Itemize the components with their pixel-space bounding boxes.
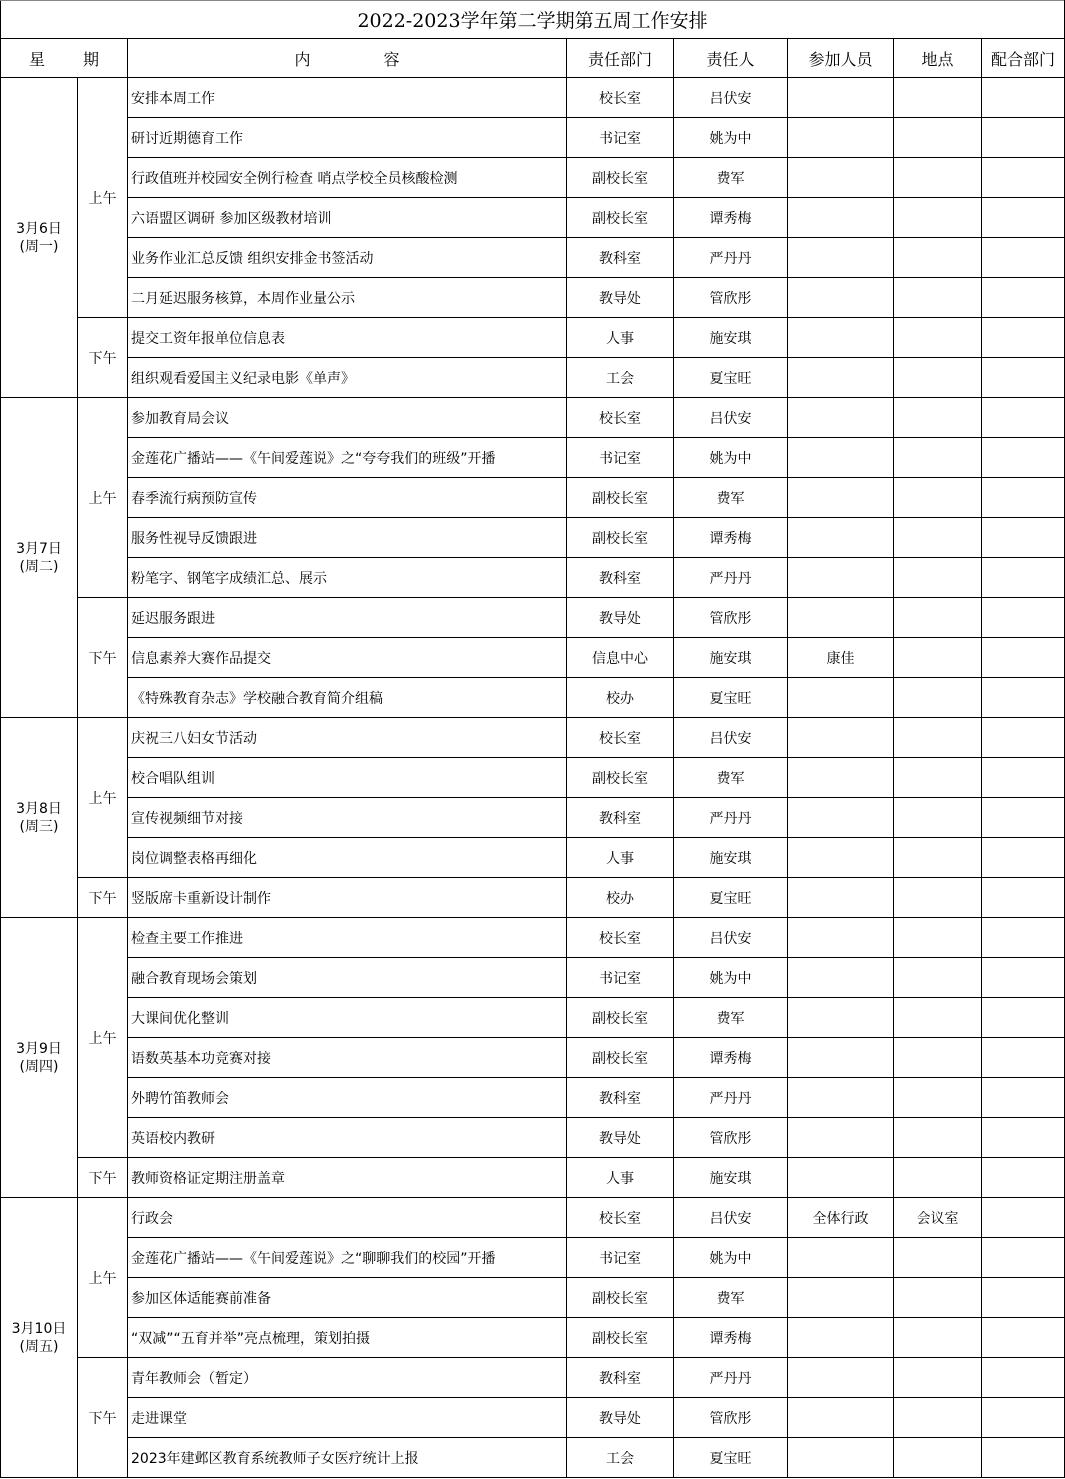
cooperating-cell (982, 398, 1065, 438)
cooperating-cell (982, 1198, 1065, 1238)
participants-cell (788, 438, 894, 478)
person-cell: 施安琪 (674, 838, 788, 878)
department-cell: 副校长室 (567, 518, 674, 558)
participants-cell (788, 1318, 894, 1358)
person-cell: 费军 (674, 1278, 788, 1318)
location-cell (894, 958, 982, 998)
participants-cell (788, 558, 894, 598)
department-cell: 教导处 (567, 1398, 674, 1438)
day-date: 3月10日 (11, 1320, 67, 1337)
cooperating-cell (982, 1038, 1065, 1078)
department-cell: 副校长室 (567, 1318, 674, 1358)
cooperating-cell (982, 558, 1065, 598)
participants-cell (788, 518, 894, 558)
participants-cell (788, 1438, 894, 1478)
department-cell: 书记室 (567, 958, 674, 998)
header-weekday-char-2: 期 (82, 49, 99, 69)
task-content-cell: 青年教师会（暂定） (128, 1358, 567, 1398)
department-cell: 校长室 (567, 918, 674, 958)
participants-cell (788, 198, 894, 238)
table-row (1, 838, 1065, 878)
table-row (1, 398, 1065, 438)
table-row (1, 1358, 1065, 1398)
cooperating-cell (982, 998, 1065, 1038)
header-content-char-1: 内 (294, 49, 311, 69)
table-row (1, 1038, 1065, 1078)
location-cell: 会议室 (894, 1198, 982, 1238)
person-cell: 谭秀梅 (674, 1318, 788, 1358)
table-row (1, 558, 1065, 598)
location-cell (894, 438, 982, 478)
location-cell (894, 1278, 982, 1318)
table-row (1, 198, 1065, 238)
participants-cell (788, 118, 894, 158)
participants-cell (788, 1238, 894, 1278)
task-content-cell: 研讨近期德育工作 (128, 118, 567, 158)
department-cell: 校办 (567, 678, 674, 718)
person-cell: 费军 (674, 758, 788, 798)
cooperating-cell (982, 1158, 1065, 1198)
cooperating-cell (982, 638, 1065, 678)
person-cell: 吕伏安 (674, 718, 788, 758)
period-cell: 上午 (78, 78, 128, 318)
cooperating-cell (982, 318, 1065, 358)
period-cell: 下午 (78, 1358, 128, 1478)
cooperating-cell (982, 758, 1065, 798)
participants-cell (788, 998, 894, 1038)
participants-cell (788, 1078, 894, 1118)
day-date: 3月9日 (16, 1040, 62, 1057)
task-content-cell: 参加教育局会议 (128, 398, 567, 438)
person-cell: 费军 (674, 158, 788, 198)
table-row (1, 518, 1065, 558)
location-cell (894, 1438, 982, 1478)
header-content-char-2: 容 (383, 49, 400, 69)
task-content-cell: 金莲花广播站——《午间爱莲说》之“夸夸我们的班级”开播 (128, 438, 567, 478)
person-cell: 吕伏安 (674, 78, 788, 118)
cooperating-cell (982, 838, 1065, 878)
header-cooperating: 配合部门 (982, 39, 1065, 78)
person-cell: 夏宝旺 (674, 878, 788, 918)
cooperating-cell (982, 1398, 1065, 1438)
table-row (1, 998, 1065, 1038)
person-cell: 吕伏安 (674, 398, 788, 438)
cooperating-cell (982, 118, 1065, 158)
department-cell: 教科室 (567, 1358, 674, 1398)
task-content-cell: 金莲花广播站——《午间爱莲说》之“聊聊我们的校园”开播 (128, 1238, 567, 1278)
cooperating-cell (982, 198, 1065, 238)
person-cell: 费军 (674, 998, 788, 1038)
department-cell: 教科室 (567, 558, 674, 598)
location-cell (894, 398, 982, 438)
task-content-cell: 2023年建邺区教育系统教师子女医疗统计上报 (128, 1438, 567, 1478)
person-cell: 谭秀梅 (674, 518, 788, 558)
person-cell: 严丹丹 (674, 558, 788, 598)
department-cell: 工会 (567, 358, 674, 398)
cooperating-cell (982, 918, 1065, 958)
header-participants: 参加人员 (788, 39, 894, 78)
cooperating-cell (982, 278, 1065, 318)
task-content-cell: 服务性视导反馈跟进 (128, 518, 567, 558)
task-content-cell: 外聘竹笛教师会 (128, 1078, 567, 1118)
participants-cell (788, 158, 894, 198)
participants-cell: 康佳 (788, 638, 894, 678)
participants-cell (788, 398, 894, 438)
day-cell (1, 918, 78, 1198)
header-person: 责任人 (674, 39, 788, 78)
period-cell: 下午 (78, 318, 128, 398)
task-content-cell: 参加区体适能赛前准备 (128, 1278, 567, 1318)
task-content-cell: 走进课堂 (128, 1398, 567, 1438)
location-cell (894, 1118, 982, 1158)
location-cell (894, 998, 982, 1038)
period-cell: 上午 (78, 1198, 128, 1358)
task-content-cell: 提交工资年报单位信息表 (128, 318, 567, 358)
cooperating-cell (982, 1278, 1065, 1318)
table-row (1, 1278, 1065, 1318)
page-title: 2022-2023学年第二学期第五周工作安排 (1, 1, 1065, 39)
task-content-cell: 庆祝三八妇女节活动 (128, 718, 567, 758)
day-cell (1, 398, 78, 718)
table-row (1, 638, 1065, 678)
table-row (1, 1118, 1065, 1158)
participants-cell (788, 1038, 894, 1078)
table-row (1, 318, 1065, 358)
task-content-cell: 组织观看爱国主义纪录电影《单声》 (128, 358, 567, 398)
person-cell: 夏宝旺 (674, 678, 788, 718)
table-row (1, 878, 1065, 918)
person-cell: 管欣彤 (674, 1398, 788, 1438)
participants-cell (788, 1278, 894, 1318)
header-department: 责任部门 (567, 39, 674, 78)
table-row (1, 598, 1065, 638)
task-content-cell: 检查主要工作推进 (128, 918, 567, 958)
department-cell: 人事 (567, 318, 674, 358)
day-weekday: (周五) (19, 1338, 59, 1355)
task-content-cell: 行政会 (128, 1198, 567, 1238)
department-cell: 副校长室 (567, 998, 674, 1038)
cooperating-cell (982, 478, 1065, 518)
cooperating-cell (982, 678, 1065, 718)
department-cell: 副校长室 (567, 1038, 674, 1078)
location-cell (894, 358, 982, 398)
day-cell (1, 718, 78, 918)
person-cell: 夏宝旺 (674, 358, 788, 398)
participants-cell (788, 1158, 894, 1198)
cooperating-cell (982, 78, 1065, 118)
department-cell: 书记室 (567, 118, 674, 158)
table-row (1, 678, 1065, 718)
day-date: 3月6日 (16, 220, 62, 237)
location-cell (894, 1158, 982, 1198)
period-cell: 上午 (78, 398, 128, 598)
cooperating-cell (982, 718, 1065, 758)
person-cell: 费军 (674, 478, 788, 518)
header-location: 地点 (894, 39, 982, 78)
department-cell: 副校长室 (567, 478, 674, 518)
person-cell: 夏宝旺 (674, 1438, 788, 1478)
participants-cell (788, 598, 894, 638)
department-cell: 校长室 (567, 78, 674, 118)
task-content-cell: 校合唱队组训 (128, 758, 567, 798)
person-cell: 吕伏安 (674, 918, 788, 958)
period-cell: 下午 (78, 1158, 128, 1198)
table-row (1, 798, 1065, 838)
location-cell (894, 118, 982, 158)
task-content-cell: 行政值班并校园安全例行检查 哨点学校全员核酸检测 (128, 158, 567, 198)
location-cell (894, 878, 982, 918)
table-row (1, 438, 1065, 478)
day-weekday: (周四) (19, 1058, 59, 1075)
department-cell: 副校长室 (567, 1278, 674, 1318)
table-row (1, 1238, 1065, 1278)
person-cell: 管欣彤 (674, 1118, 788, 1158)
day-weekday: (周一) (19, 238, 59, 255)
day-date: 3月7日 (16, 540, 62, 557)
location-cell (894, 278, 982, 318)
task-content-cell: 粉笔字、钢笔字成绩汇总、展示 (128, 558, 567, 598)
table-row (1, 718, 1065, 758)
person-cell: 谭秀梅 (674, 1038, 788, 1078)
location-cell (894, 1358, 982, 1398)
table-row (1, 1398, 1065, 1438)
person-cell: 严丹丹 (674, 1078, 788, 1118)
cooperating-cell (982, 798, 1065, 838)
person-cell: 谭秀梅 (674, 198, 788, 238)
department-cell: 书记室 (567, 438, 674, 478)
cooperating-cell (982, 1078, 1065, 1118)
table-row (1, 1318, 1065, 1358)
person-cell: 严丹丹 (674, 1358, 788, 1398)
location-cell (894, 1078, 982, 1118)
participants-cell (788, 238, 894, 278)
participants-cell (788, 478, 894, 518)
participants-cell (788, 798, 894, 838)
task-content-cell: 信息素养大赛作品提交 (128, 638, 567, 678)
location-cell (894, 758, 982, 798)
period-cell: 上午 (78, 718, 128, 878)
person-cell: 姚为中 (674, 958, 788, 998)
location-cell (894, 1238, 982, 1278)
cooperating-cell (982, 438, 1065, 478)
location-cell (894, 678, 982, 718)
task-content-cell: 教师资格证定期注册盖章 (128, 1158, 567, 1198)
day-cell (1, 1198, 78, 1478)
cooperating-cell (982, 878, 1065, 918)
task-content-cell: 竖版席卡重新设计制作 (128, 878, 567, 918)
header-weekday (1, 39, 128, 78)
department-cell: 副校长室 (567, 158, 674, 198)
department-cell: 教导处 (567, 278, 674, 318)
header-row (1, 39, 1065, 78)
participants-cell (788, 1398, 894, 1438)
participants-cell: 全体行政 (788, 1198, 894, 1238)
person-cell: 姚为中 (674, 1238, 788, 1278)
department-cell: 副校长室 (567, 198, 674, 238)
task-content-cell: 宣传视频细节对接 (128, 798, 567, 838)
task-content-cell: 大课间优化整训 (128, 998, 567, 1038)
participants-cell (788, 678, 894, 718)
cooperating-cell (982, 598, 1065, 638)
cooperating-cell (982, 1318, 1065, 1358)
participants-cell (788, 838, 894, 878)
participants-cell (788, 878, 894, 918)
location-cell (894, 518, 982, 558)
cooperating-cell (982, 958, 1065, 998)
table-row (1, 1078, 1065, 1118)
location-cell (894, 918, 982, 958)
task-content-cell: 《特殊教育杂志》学校融合教育简介组稿 (128, 678, 567, 718)
cooperating-cell (982, 238, 1065, 278)
participants-cell (788, 918, 894, 958)
day-weekday: (周三) (19, 818, 59, 835)
location-cell (894, 78, 982, 118)
person-cell: 严丹丹 (674, 238, 788, 278)
person-cell: 管欣彤 (674, 598, 788, 638)
location-cell (894, 798, 982, 838)
table-row (1, 358, 1065, 398)
person-cell: 施安琪 (674, 1158, 788, 1198)
department-cell: 教导处 (567, 1118, 674, 1158)
task-content-cell: 英语校内教研 (128, 1118, 567, 1158)
task-content-cell: 六语盟区调研 参加区级教材培训 (128, 198, 567, 238)
participants-cell (788, 758, 894, 798)
participants-cell (788, 358, 894, 398)
person-cell: 姚为中 (674, 118, 788, 158)
task-content-cell: 二月延迟服务核算，本周作业量公示 (128, 278, 567, 318)
person-cell: 吕伏安 (674, 1198, 788, 1238)
task-content-cell: 春季流行病预防宣传 (128, 478, 567, 518)
department-cell: 人事 (567, 838, 674, 878)
cooperating-cell (982, 1118, 1065, 1158)
department-cell: 副校长室 (567, 758, 674, 798)
person-cell: 管欣彤 (674, 278, 788, 318)
department-cell: 校办 (567, 878, 674, 918)
day-cell (1, 78, 78, 398)
task-content-cell: “双减”“五育并举”亮点梳理，策划拍摄 (128, 1318, 567, 1358)
location-cell (894, 598, 982, 638)
department-cell: 教科室 (567, 798, 674, 838)
department-cell: 信息中心 (567, 638, 674, 678)
table-row (1, 238, 1065, 278)
day-weekday: (周二) (19, 558, 59, 575)
period-cell: 下午 (78, 878, 128, 918)
table-row (1, 758, 1065, 798)
period-cell: 上午 (78, 918, 128, 1158)
table-row (1, 278, 1065, 318)
location-cell (894, 838, 982, 878)
cooperating-cell (982, 158, 1065, 198)
location-cell (894, 238, 982, 278)
table-row (1, 1438, 1065, 1478)
location-cell (894, 478, 982, 518)
location-cell (894, 318, 982, 358)
task-content-cell: 语数英基本功竞赛对接 (128, 1038, 567, 1078)
cooperating-cell (982, 1238, 1065, 1278)
location-cell (894, 198, 982, 238)
task-content-cell: 安排本周工作 (128, 78, 567, 118)
table-row (1, 958, 1065, 998)
department-cell: 校长室 (567, 398, 674, 438)
participants-cell (788, 318, 894, 358)
department-cell: 教科室 (567, 238, 674, 278)
location-cell (894, 1038, 982, 1078)
task-content-cell: 业务作业汇总反馈 组织安排金书签活动 (128, 238, 567, 278)
cooperating-cell (982, 518, 1065, 558)
participants-cell (788, 718, 894, 758)
cooperating-cell (982, 1358, 1065, 1398)
table-row (1, 158, 1065, 198)
table-row (1, 1198, 1065, 1238)
task-content-cell: 延迟服务跟进 (128, 598, 567, 638)
task-content-cell: 岗位调整表格再细化 (128, 838, 567, 878)
department-cell: 教导处 (567, 598, 674, 638)
participants-cell (788, 78, 894, 118)
task-content-cell: 融合教育现场会策划 (128, 958, 567, 998)
participants-cell (788, 1118, 894, 1158)
table-row (1, 118, 1065, 158)
department-cell: 校长室 (567, 718, 674, 758)
period-cell: 下午 (78, 598, 128, 718)
department-cell: 教科室 (567, 1078, 674, 1118)
participants-cell (788, 278, 894, 318)
participants-cell (788, 958, 894, 998)
table-row (1, 78, 1065, 118)
location-cell (894, 558, 982, 598)
person-cell: 施安琪 (674, 638, 788, 678)
day-date: 3月8日 (16, 800, 62, 817)
header-weekday-char-1: 星 (29, 49, 46, 69)
cooperating-cell (982, 1438, 1065, 1478)
table-row (1, 918, 1065, 958)
table-row (1, 478, 1065, 518)
department-cell: 校长室 (567, 1198, 674, 1238)
location-cell (894, 638, 982, 678)
cooperating-cell (982, 358, 1065, 398)
department-cell: 工会 (567, 1438, 674, 1478)
department-cell: 人事 (567, 1158, 674, 1198)
department-cell: 书记室 (567, 1238, 674, 1278)
person-cell: 姚为中 (674, 438, 788, 478)
person-cell: 施安琪 (674, 318, 788, 358)
location-cell (894, 1398, 982, 1438)
person-cell: 严丹丹 (674, 798, 788, 838)
location-cell (894, 158, 982, 198)
location-cell (894, 1318, 982, 1358)
table-row (1, 1158, 1065, 1198)
header-content (128, 39, 567, 78)
participants-cell (788, 1358, 894, 1398)
title-row (1, 1, 1065, 39)
location-cell (894, 718, 982, 758)
